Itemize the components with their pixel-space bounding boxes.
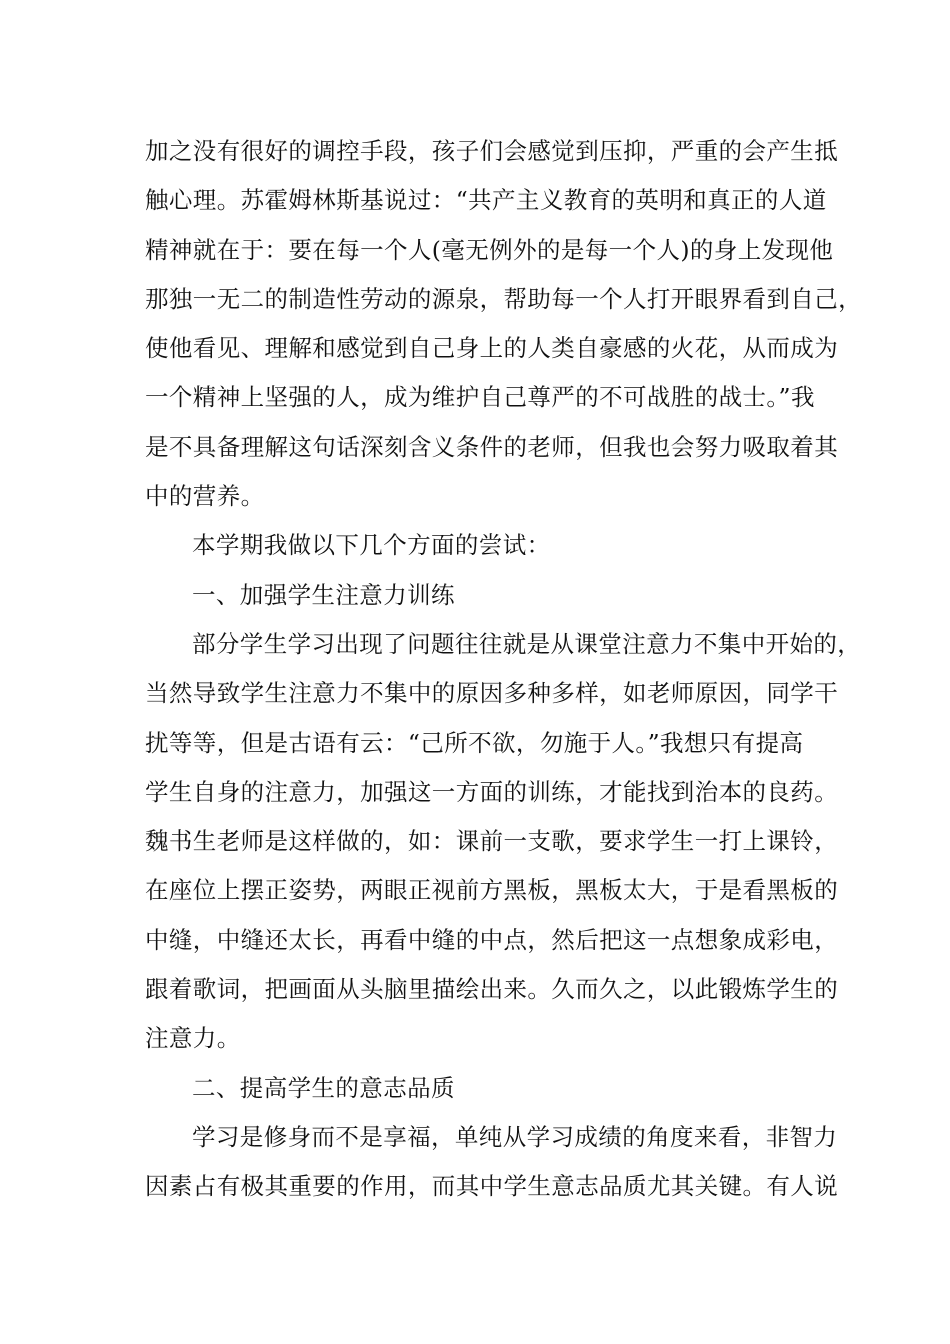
text-line: 当然导致学生注意力不集中的原因多种多样，如老师原因，同学干: [145, 679, 839, 708]
text-line: 学生自身的注意力，加强这一方面的训练，才能找到治本的良药。: [145, 777, 839, 806]
text-line: 扰等等，但是古语有云：“己所不欲，勿施于人。”我想只有提高: [145, 728, 804, 757]
text-line: 因素占有极其重要的作用，而其中学生意志品质尤其关键。有人说: [145, 1172, 839, 1201]
text-line: 中的营养。: [145, 482, 265, 511]
text-line: 跟着歌词，把画面从头脑里描绘出来。久而久之，以此锻炼学生的: [145, 975, 839, 1004]
text-line: 精神就在于：要在每一个人(毫无例外的是每一个人)的身上发现他: [145, 235, 834, 264]
text-line: 那独一无二的制造性劳动的源泉，帮助每一个人打开眼界看到自己，: [145, 284, 862, 313]
text-line: 注意力。: [145, 1024, 241, 1053]
text-line: 魏书生老师是这样做的，如：课前一支歌，要求学生一打上课铃，: [145, 827, 839, 856]
text-line: 二、提高学生的意志品质: [192, 1073, 455, 1102]
text-line: 一、加强学生注意力训练: [192, 580, 455, 609]
text-line: 本学期我做以下几个方面的尝试：: [192, 531, 551, 560]
text-line: 加之没有很好的调控手段，孩子们会感觉到压抑，严重的会产生抵: [145, 137, 839, 165]
text-line: 中缝，中缝还太长，再看中缝的中点，然后把这一点想象成彩电，: [145, 925, 839, 954]
text-line: 学习是修身而不是享福，单纯从学习成绩的角度来看，非智力: [192, 1122, 838, 1151]
document-body: [145, 127, 862, 1212]
text-line: 一个精神上坚强的人，成为维护自己尊严的不可战胜的战士。”我: [145, 383, 815, 412]
text-line: 是不具备理解这句话深刻含义条件的老师，但我也会努力吸取着其: [145, 432, 839, 461]
text-line: 在座位上摆正姿势，两眼正视前方黑板，黑板太大，于是看黑板的: [145, 876, 839, 905]
text-line: 使他看见、理解和感觉到自己身上的人类自豪感的火花，从而成为: [145, 334, 839, 363]
text-line: 部分学生学习出现了问题往往就是从课堂注意力不集中开始的，: [192, 629, 862, 658]
text-line: 触心理。苏霍姆林斯基说过：“共产主义教育的英明和真正的人道: [145, 186, 827, 215]
